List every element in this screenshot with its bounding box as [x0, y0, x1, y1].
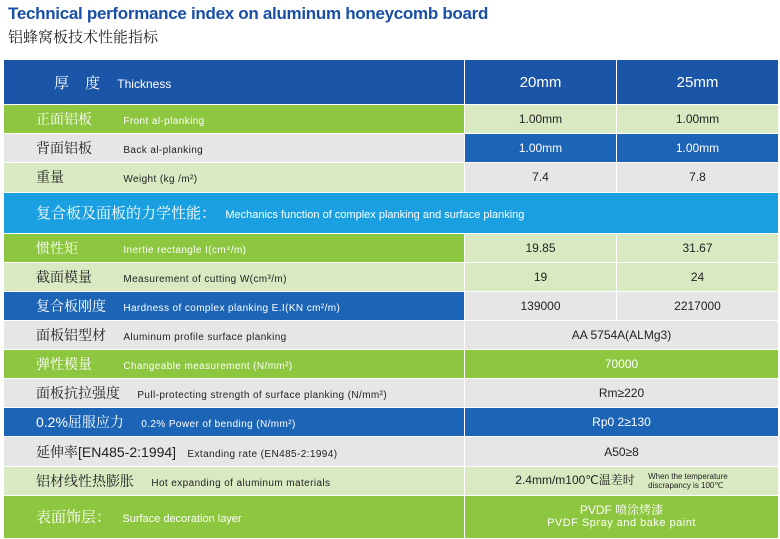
row-label-zh: 截面模量	[36, 268, 92, 285]
value-both: AA 5754A(ALMg3)	[465, 321, 779, 350]
value-25mm: 24	[617, 262, 779, 291]
row-label-zh: 面板铝型材	[36, 327, 106, 344]
row-label-zh: 惯性矩	[36, 239, 78, 256]
row-label-en: 0.2% Power of bending (N/mm²)	[141, 419, 296, 431]
table-row-section-modulus	[4, 262, 779, 291]
row-label-zh: 面板抗拉强度	[36, 385, 120, 402]
row-label	[4, 134, 465, 163]
row-label-zh: 延伸率[EN485-2:1994]	[36, 443, 177, 460]
table-row-thermal-expansion	[4, 466, 779, 495]
row-label-en: Back al-planking	[123, 145, 204, 157]
table-row-yield-stress	[4, 408, 779, 437]
value-20mm: 19	[465, 262, 617, 291]
spec-table	[3, 59, 779, 539]
row-label-zh: 正面铝板	[36, 111, 92, 128]
row-label-en: Surface decoration layer	[122, 513, 242, 526]
table-row-inertia	[4, 233, 779, 262]
section-header-en: Mechanics function of complex planking and surface planking	[225, 209, 525, 222]
column-20mm-header: 20mm	[465, 60, 617, 105]
page-title-zh: 铝蜂窝板技术性能指标	[8, 29, 159, 46]
row-label-en: Pull-protecting strength of surface planking (N/mm²)	[137, 390, 388, 402]
row-label-en: Hot expanding of aluminum materials	[151, 477, 331, 489]
surface-value-en: PVDF Spray and bake paint	[547, 517, 696, 530]
row-label-en: Aluminum profile surface planking	[123, 332, 287, 344]
table-row-aluminum-profile	[4, 321, 779, 350]
thickness-label-cell	[4, 60, 465, 105]
value-both	[465, 466, 779, 495]
row-label	[4, 350, 465, 379]
row-label	[4, 466, 465, 495]
value-both: Rp0 2≥130	[465, 408, 779, 437]
value-20mm: 1.00mm	[465, 105, 617, 134]
expansion-note	[648, 472, 728, 490]
value-both: Rm≥220	[465, 379, 779, 408]
row-label-zh: 0.2%屈服应力	[36, 414, 124, 431]
row-label	[4, 262, 465, 291]
value-25mm: 31.67	[617, 233, 779, 262]
row-label	[4, 233, 465, 262]
table-row-tensile-strength	[4, 379, 779, 408]
row-label-zh: 复合板刚度	[36, 297, 106, 314]
expansion-note-line2: discrapancy is 100℃	[648, 481, 724, 491]
value-20mm: 19.85	[465, 233, 617, 262]
value-20mm: 7.4	[465, 163, 617, 192]
section-header-cell	[4, 192, 779, 233]
table-row-front-planking	[4, 105, 779, 134]
row-label	[4, 495, 465, 538]
expansion-value: 2.4mm/m100℃温差时	[515, 473, 635, 488]
row-label-en: Measurement of cutting W(cm³/m)	[123, 273, 287, 285]
value-25mm: 7.8	[617, 163, 779, 192]
row-label-en: Inertie rectangle I(cm⁴/m)	[123, 244, 247, 256]
row-label-en: Changeable measurement (N/mm²)	[123, 361, 293, 373]
row-label-zh: 表面饰层：	[36, 509, 112, 527]
table-row-stiffness	[4, 291, 779, 320]
value-20mm: 1.00mm	[465, 134, 617, 163]
row-label	[4, 437, 465, 466]
value-25mm: 2217000	[617, 291, 779, 320]
value-both: A50≥8	[465, 437, 779, 466]
section-header-mechanics	[4, 192, 779, 233]
row-label-en: Hardness of complex planking E.I(KN cm²/m)	[123, 302, 341, 314]
table-row-elastic-modulus	[4, 350, 779, 379]
table-row-back-planking	[4, 134, 779, 163]
column-25mm-header: 25mm	[617, 60, 779, 105]
value-both: 70000	[465, 350, 779, 379]
table-row-weight	[4, 163, 779, 192]
row-label-en: Extanding rate (EN485-2:1994)	[187, 448, 338, 460]
row-label-zh: 弹性模量	[36, 356, 92, 373]
row-label-en: Weight (kg /m²)	[123, 174, 198, 186]
table-row-surface-decoration	[4, 495, 779, 538]
value-25mm: 1.00mm	[617, 134, 779, 163]
row-label	[4, 163, 465, 192]
row-label	[4, 321, 465, 350]
row-label-en: Front al-planking	[123, 116, 205, 128]
expansion-note-line1: When the temperature	[648, 472, 728, 482]
thickness-label-en: Thickness	[117, 76, 172, 91]
value-25mm: 1.00mm	[617, 105, 779, 134]
row-label-zh: 铝材线性热膨胀	[36, 472, 134, 489]
thickness-label-zh: 厚 度	[54, 74, 107, 92]
row-label-zh: 重量	[36, 169, 64, 186]
section-header-zh: 复合板及面板的力学性能：	[36, 205, 217, 223]
row-label-zh: 背面铝板	[36, 140, 92, 157]
value-both	[465, 495, 779, 538]
page-title-en: Technical performance index on aluminum honeycomb board	[8, 4, 489, 23]
table-header-row	[4, 60, 779, 105]
value-20mm: 139000	[465, 291, 617, 320]
row-label	[4, 408, 465, 437]
row-label	[4, 379, 465, 408]
table-row-elongation	[4, 437, 779, 466]
row-label	[4, 291, 465, 320]
row-label	[4, 105, 465, 134]
surface-value-zh: PVDF 喷涂烤漆	[579, 503, 664, 518]
